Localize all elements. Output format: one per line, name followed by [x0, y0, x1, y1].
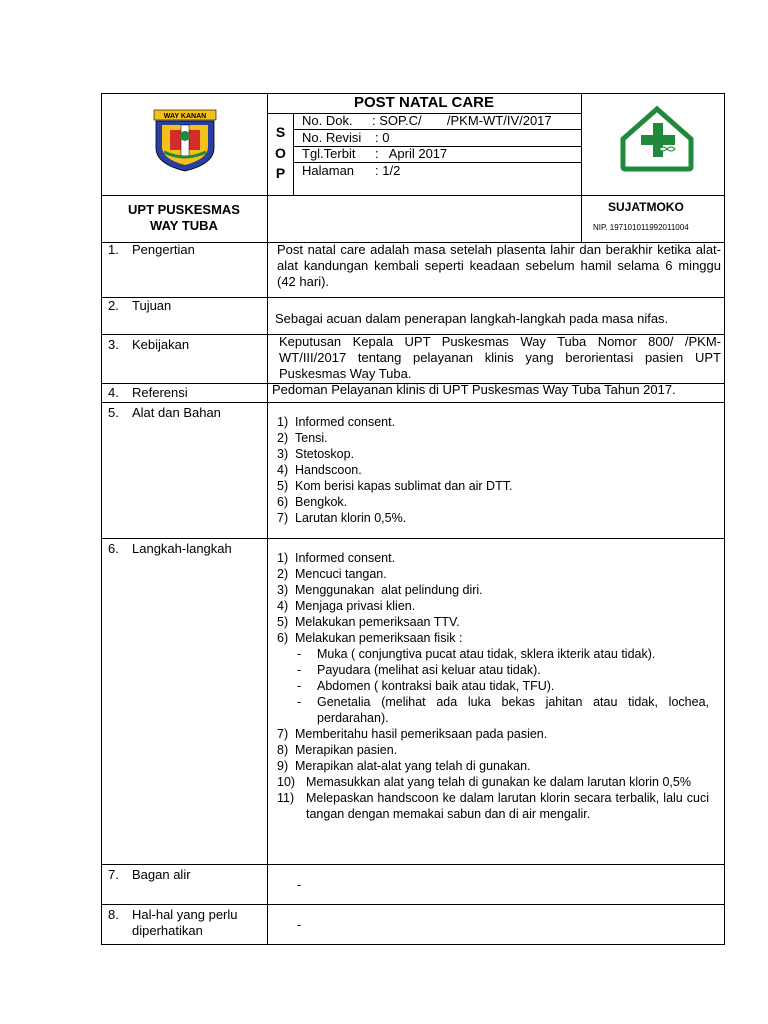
org-name-line1: UPT PUSKESMAS	[128, 202, 240, 217]
section-5-number: 5.	[108, 405, 119, 420]
meta-halaman-label: Halaman	[302, 163, 355, 178]
sop-letter-divider	[293, 113, 294, 195]
list-item: - Muka ( conjungtiva pucat atau tidak, sklera ikterik atau tidak).	[297, 647, 656, 661]
list-item: 4) Handscoon.	[277, 463, 362, 477]
meta-terbit-value: : April 2017	[375, 146, 448, 161]
section-2-label: Tujuan	[132, 298, 172, 313]
section-2-number: 2.	[108, 298, 119, 313]
meta-terbit-label: Tgl.Terbit	[302, 146, 356, 161]
row-line-7	[101, 864, 725, 865]
hal-text: -	[297, 917, 302, 932]
section-1-label: Pengertian	[132, 242, 195, 257]
logo-ribbon-text: WAY KANAN	[163, 113, 207, 120]
list-item: - Abdomen ( kontraksi baik atau tidak, TFU).	[297, 679, 555, 693]
signer-nip: NIP. 197101011992011004	[593, 223, 689, 232]
col-divider-left	[267, 93, 268, 945]
list-item: - Payudara (melihat asi keluar atau tidak).	[297, 663, 541, 677]
list-item: - Genetalia (melihat ada luka bekas jahitan atau tidak, lochea, perdarahan).	[297, 695, 709, 725]
list-item: 3) Stetoskop.	[277, 447, 355, 461]
section-5-label: Alat dan Bahan	[132, 405, 221, 420]
section-8-label-line1: Hal-hal yang perlu	[132, 907, 238, 922]
section-1-number: 1.	[108, 242, 119, 257]
pengertian-text: Post natal care adalah masa setelah plasenta lahir dan berakhir ketika alat-alat kandungan kembali seperti keadaan sebelum hamil selama 6 minggu (42 hari).	[277, 242, 721, 289]
row-line-8	[101, 904, 725, 905]
list-item: 9) Merapikan alat-alat yang telah di gunakan.	[277, 759, 531, 773]
row-line-6	[101, 538, 725, 539]
section-8-label-line2: diperhatikan	[132, 923, 203, 938]
list-item: 3) Menggunakan alat pelindung diri.	[277, 583, 483, 597]
list-item: 2) Tensi.	[277, 431, 328, 445]
sop-letter-s: S	[275, 124, 286, 140]
list-item: 5) Melakukan pemeriksaan TTV.	[277, 615, 460, 629]
list-item: 7) Larutan klorin 0,5%.	[277, 511, 407, 525]
section-7-label: Bagan alir	[132, 867, 191, 882]
section-6-number: 6.	[108, 541, 119, 556]
list-item: 4) Menjaga privasi klien.	[277, 599, 416, 613]
list-item: 10) Memasukkan alat yang telah di gunakan ke dalam larutan klorin 0,5%	[277, 775, 691, 789]
regency-logo	[150, 108, 220, 172]
section-7-number: 7.	[108, 867, 119, 882]
puskesmas-logo	[619, 105, 695, 173]
col-divider-right	[581, 93, 582, 242]
list-item: 6) Melakukan pemeriksaan fisik :	[277, 631, 463, 645]
referensi-text: Pedoman Pelayanan klinis di UPT Puskesmas Way Tuba Tahun 2017.	[272, 382, 676, 397]
meta-doc-label: No. Dok.	[302, 113, 353, 128]
list-item: 1) Informed consent.	[277, 415, 396, 429]
sop-letter-p: P	[275, 165, 286, 181]
meta-halaman-value: : 1/2	[375, 163, 401, 178]
section-4-label: Referensi	[132, 385, 188, 400]
list-item: 11) Melepaskan handscoon ke dalam larutan klorin secara terbalik, lalu cuci tangan dengan memakai sabun dan di air mengalir.	[277, 791, 709, 821]
tujuan-text: Sebagai acuan dalam penerapan langkah-langkah pada masa nifas.	[275, 311, 669, 326]
list-item: 1) Informed consent.	[277, 551, 396, 565]
meta-doc-value: : SOP.C/ /PKM-WT/IV/2017	[372, 113, 552, 128]
header-bottom-line	[101, 195, 725, 196]
section-3-label: Kebijakan	[132, 337, 190, 352]
list-item: 6) Bengkok.	[277, 495, 348, 509]
document-title: POST NATAL CARE	[353, 94, 494, 111]
section-4-number: 4.	[108, 385, 119, 400]
meta-revisi-value: : 0	[375, 130, 390, 145]
row-line-5	[101, 402, 725, 403]
bagan-text: -	[297, 877, 302, 892]
sop-letter-o: O	[275, 145, 286, 161]
row-line-2	[101, 297, 725, 298]
section-3-number: 3.	[108, 337, 119, 352]
signer-name: SUJATMOKO	[608, 200, 684, 214]
section-8-number: 8.	[108, 907, 119, 922]
section-6-label: Langkah-langkah	[132, 541, 232, 556]
list-item: 8) Merapikan pasien.	[277, 743, 398, 757]
org-name-line2: WAY TUBA	[150, 218, 218, 233]
list-item: 2) Mencuci tangan.	[277, 567, 387, 581]
meta-revisi-label: No. Revisi	[302, 130, 362, 145]
kebijakan-text: Keputusan Kepala UPT Puskesmas Way Tuba Nomor 800/ /PKM-WT/III/2017 tentang pelayanan klinis yang berorientasi pasien UPT Puskesmas Way Tuba.	[279, 334, 721, 381]
list-item: 5) Kom berisi kapas sublimat dan air DTT.	[277, 479, 513, 493]
list-item: 7) Memberitahu hasil pemeriksaan pada pasien.	[277, 727, 548, 741]
alat-bahan-list	[277, 414, 717, 526]
langkah-list	[277, 550, 709, 822]
